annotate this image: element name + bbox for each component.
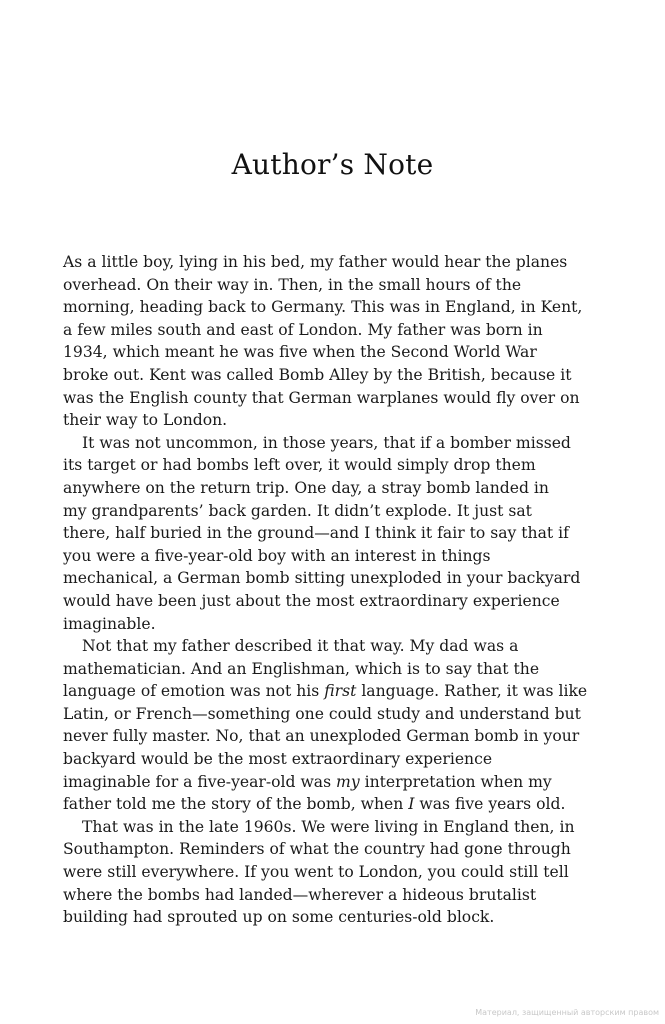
- text-line: That was in the late 1960s. We were living in England then, in: [82, 817, 575, 836]
- text-line: language of emotion was not his first language. Rather, it was like: [63, 682, 588, 701]
- text-line: was the English county that German warplanes would fly over on: [63, 388, 580, 407]
- text-line: building had sprouted up on some centuries-old block.: [63, 908, 495, 927]
- text-line: overhead. On their way in. Then, in the small hours of the: [63, 275, 522, 294]
- copyright-watermark: Материал, защищенный авторским правом: [475, 1008, 659, 1017]
- text-line: were still everywhere. If you went to London, you could still tell: [63, 863, 569, 882]
- text-line: backyard would be the most extraordinary experience: [63, 750, 493, 769]
- emphasis: first: [324, 682, 357, 701]
- text-line: mathematician. And an Englishman, which is to say that the: [63, 659, 540, 678]
- text-line: Latin, or French—something one could study and understand but: [63, 704, 581, 723]
- text-line: mechanical, a German bomb sitting unexploded in your backyard: [63, 569, 581, 588]
- text-line: my grandparents’ back garden. It didn’t explode. It just sat: [63, 501, 532, 520]
- body-text: [63, 251, 608, 929]
- text-line: their way to London.: [63, 411, 228, 430]
- emphasis: I: [408, 795, 415, 814]
- text-line: anywhere on the return trip. One day, a stray bomb landed in: [63, 478, 549, 497]
- text-line: you were a five-year-old boy with an interest in things: [63, 546, 491, 565]
- text-line: It was not uncommon, in those years, that if a bomber missed: [82, 433, 571, 452]
- text-line: a few miles south and east of London. My father was born in: [63, 320, 543, 339]
- text-line: morning, heading back to Germany. This was in England, in Kent,: [63, 298, 583, 317]
- text-line: broke out. Kent was called Bomb Alley by the British, because it: [63, 365, 572, 384]
- text-line: would have been just about the most extraordinary experience: [63, 591, 560, 610]
- chapter-title: Author’s Note: [231, 148, 434, 181]
- text-line: imaginable.: [63, 614, 156, 633]
- text-line: As a little boy, lying in his bed, my father would hear the planes: [63, 253, 568, 271]
- text-line: imaginable for a five-year-old was my interpretation when my: [63, 772, 552, 791]
- text-line: father told me the story of the bomb, when I was five years old.: [63, 795, 566, 814]
- text-line: 1934, which meant he was five when the Second World War: [63, 343, 537, 362]
- text-line: Not that my father described it that way. My dad was a: [82, 637, 519, 656]
- emphasis: my: [336, 772, 360, 791]
- text-line: where the bombs had landed—wherever a hideous brutalist: [63, 885, 537, 904]
- text-line: its target or had bombs left over, it would simply drop them: [63, 456, 536, 475]
- text-line: never fully master. No, that an unexploded German bomb in your: [63, 727, 580, 746]
- text-line: Southampton. Reminders of what the country had gone through: [63, 840, 571, 859]
- text-line: there, half buried in the ground—and I think it fair to say that if: [63, 524, 569, 543]
